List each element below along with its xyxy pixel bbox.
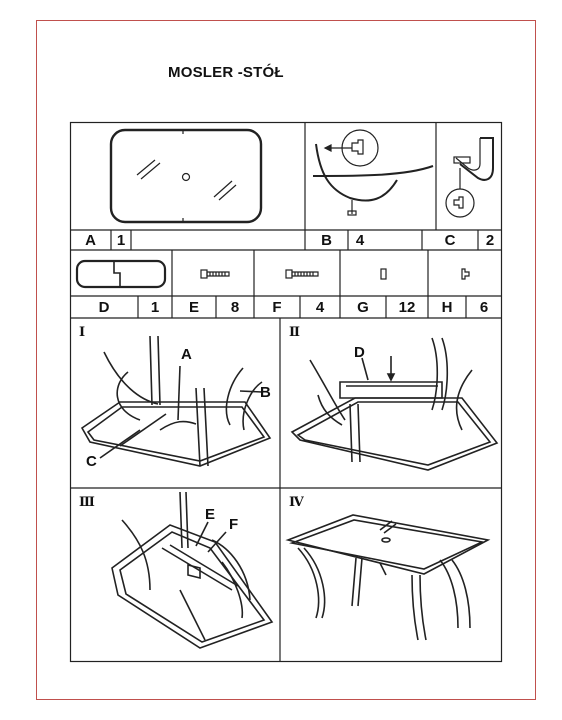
step-4-numeral: Ⅳ (289, 495, 304, 510)
bracket-icon (446, 138, 493, 217)
part-d-letter: D (98, 299, 110, 316)
step-2-numeral: Ⅱ (289, 325, 300, 340)
part-c-letter: C (444, 232, 456, 249)
callout-f: F (229, 516, 239, 533)
part-g-qty: 12 (398, 299, 416, 316)
long-screw-icon (286, 270, 318, 278)
part-g-letter: G (357, 299, 369, 316)
part-f-qty: 4 (315, 299, 325, 316)
callout-e: E (205, 506, 216, 523)
callout-b: B (260, 384, 271, 401)
support-frame-icon (77, 261, 165, 287)
page-title: MOSLER -STÓŁ (168, 64, 284, 81)
part-c-qty: 2 (485, 232, 495, 249)
glass-tabletop-icon (111, 130, 261, 222)
short-screw-icon (201, 270, 229, 278)
callout-d: D (354, 344, 365, 361)
callout-a: A (181, 346, 192, 363)
part-b-letter: B (321, 232, 332, 249)
part-f-letter: F (272, 299, 282, 316)
part-d-qty: 1 (150, 299, 160, 316)
step-1-numeral: Ⅰ (79, 325, 86, 340)
step-4-drawing (288, 515, 488, 640)
part-b-qty: 4 (355, 232, 365, 249)
part-e-qty: 8 (230, 299, 240, 316)
step-2-drawing (292, 338, 497, 470)
part-a-qty: 1 (116, 232, 126, 249)
step-1-drawing (82, 336, 270, 466)
washer-icon (381, 269, 386, 279)
part-h-qty: 6 (479, 299, 489, 316)
step-3-numeral: Ⅲ (79, 495, 95, 510)
callout-c: C (86, 453, 97, 470)
part-e-letter: E (188, 299, 199, 316)
cap-icon (462, 269, 469, 279)
step-3-drawing (112, 492, 272, 648)
part-h-letter: H (441, 299, 453, 316)
part-a-letter: A (85, 232, 96, 249)
curved-leg-icon (313, 130, 433, 215)
